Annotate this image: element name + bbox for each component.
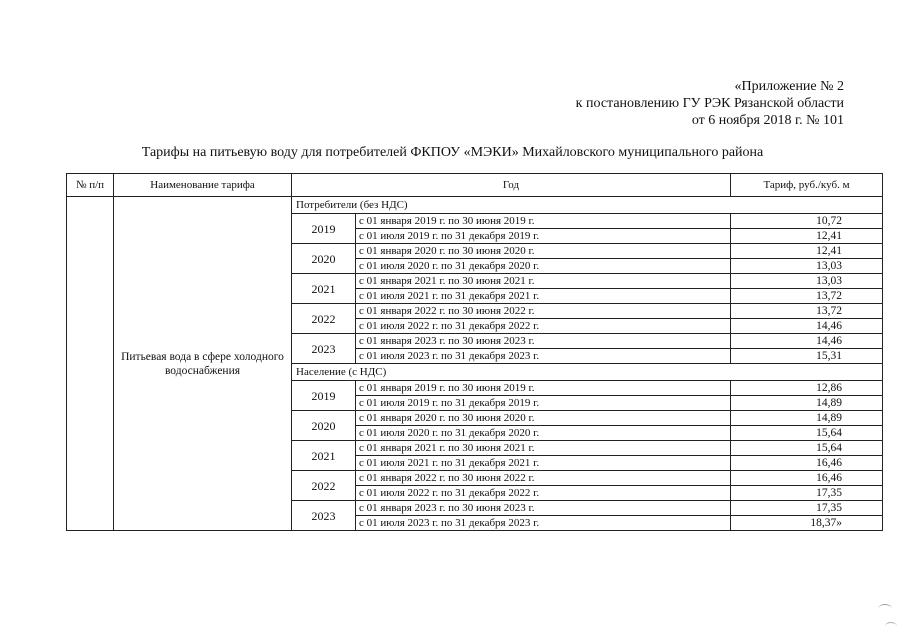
period-cell: с 01 января 2020 г. по 30 июня 2020 г. [356, 411, 731, 426]
tariff-value-cell: 13,03 [731, 274, 883, 289]
appendix-line-2: к постановлению ГУ РЭК Рязанской области [575, 96, 844, 111]
appendix-line-1: «Приложение № 2 [734, 79, 844, 94]
period-cell: с 01 января 2022 г. по 30 июня 2022 г. [356, 304, 731, 319]
tariff-value-cell: 18,37» [731, 516, 883, 531]
period-cell: с 01 января 2023 г. по 30 июня 2023 г. [356, 334, 731, 349]
appendix-line-3: от 6 ноября 2018 г. № 101 [691, 113, 844, 128]
tariff-table [66, 173, 883, 531]
tariff-value-cell: 15,64 [731, 441, 883, 456]
year-cell: 2022 [292, 304, 356, 334]
period-cell: с 01 июля 2023 г. по 31 декабря 2023 г. [356, 516, 731, 531]
period-cell: с 01 июля 2020 г. по 31 декабря 2020 г. [356, 426, 731, 441]
tariff-value-cell: 16,46 [731, 456, 883, 471]
tariff-value-cell: 14,46 [731, 334, 883, 349]
appendix-header [576, 78, 844, 129]
year-cell: 2023 [292, 334, 356, 364]
period-cell: с 01 января 2019 г. по 30 июня 2019 г. [356, 214, 731, 229]
header-tariff-name: Наименование тарифа [114, 174, 292, 197]
period-cell: с 01 июля 2022 г. по 31 декабря 2022 г. [356, 486, 731, 501]
tariff-value-cell: 12,41 [731, 244, 883, 259]
period-cell: с 01 июля 2021 г. по 31 декабря 2021 г. [356, 289, 731, 304]
header-tariff-value: Тариф, руб./куб. м [731, 174, 883, 197]
header-number: № п/п [67, 174, 114, 197]
tariff-value-cell: 14,89 [731, 411, 883, 426]
period-cell: с 01 июля 2019 г. по 31 декабря 2019 г. [356, 396, 731, 411]
consumer-group-label: Потребители (без НДС) [292, 197, 883, 214]
period-cell: с 01 июля 2021 г. по 31 декабря 2021 г. [356, 456, 731, 471]
year-cell: 2021 [292, 274, 356, 304]
period-cell: с 01 января 2021 г. по 30 июня 2021 г. [356, 274, 731, 289]
year-cell: 2021 [292, 441, 356, 471]
page-mark [878, 604, 892, 613]
tariff-value-cell: 12,41 [731, 229, 883, 244]
period-cell: с 01 июля 2020 г. по 31 декабря 2020 г. [356, 259, 731, 274]
period-cell: с 01 января 2020 г. по 30 июня 2020 г. [356, 244, 731, 259]
period-cell: с 01 января 2019 г. по 30 июня 2019 г. [356, 381, 731, 396]
tariff-value-cell: 13,72 [731, 304, 883, 319]
header-year: Год [292, 174, 731, 197]
tariff-value-cell: 14,89 [731, 396, 883, 411]
tariff-value-cell: 12,86 [731, 381, 883, 396]
period-cell: с 01 июля 2022 г. по 31 декабря 2022 г. [356, 319, 731, 334]
period-cell: с 01 июля 2019 г. по 31 декабря 2019 г. [356, 229, 731, 244]
tariff-value-cell: 17,35 [731, 486, 883, 501]
year-cell: 2020 [292, 244, 356, 274]
document-title: Тарифы на питьевую воду для потребителей ФКПОУ «МЭКИ» Михайловского муниципального района [141, 145, 764, 160]
period-cell: с 01 января 2023 г. по 30 июня 2023 г. [356, 501, 731, 516]
group-row [67, 197, 883, 214]
tariff-value-cell: 17,35 [731, 501, 883, 516]
year-cell: 2020 [292, 411, 356, 441]
page-mark [885, 622, 897, 631]
year-cell: 2023 [292, 501, 356, 531]
tariff-value-cell: 15,64 [731, 426, 883, 441]
tariff-table-body [67, 197, 883, 531]
tariff-name-cell: Питьевая вода в сфере холодного водоснабжения [114, 197, 292, 531]
tariff-value-cell: 13,72 [731, 289, 883, 304]
year-cell: 2022 [292, 471, 356, 501]
year-cell: 2019 [292, 214, 356, 244]
period-cell: с 01 января 2021 г. по 30 июня 2021 г. [356, 441, 731, 456]
period-cell: с 01 июля 2023 г. по 31 декабря 2023 г. [356, 349, 731, 364]
tariff-value-cell: 14,46 [731, 319, 883, 334]
row-number-cell [67, 197, 114, 531]
tariff-value-cell: 15,31 [731, 349, 883, 364]
period-cell: с 01 января 2022 г. по 30 июня 2022 г. [356, 471, 731, 486]
consumer-group-label: Население (с НДС) [292, 364, 883, 381]
year-cell: 2019 [292, 381, 356, 411]
tariff-value-cell: 13,03 [731, 259, 883, 274]
tariff-value-cell: 10,72 [731, 214, 883, 229]
tariff-value-cell: 16,46 [731, 471, 883, 486]
